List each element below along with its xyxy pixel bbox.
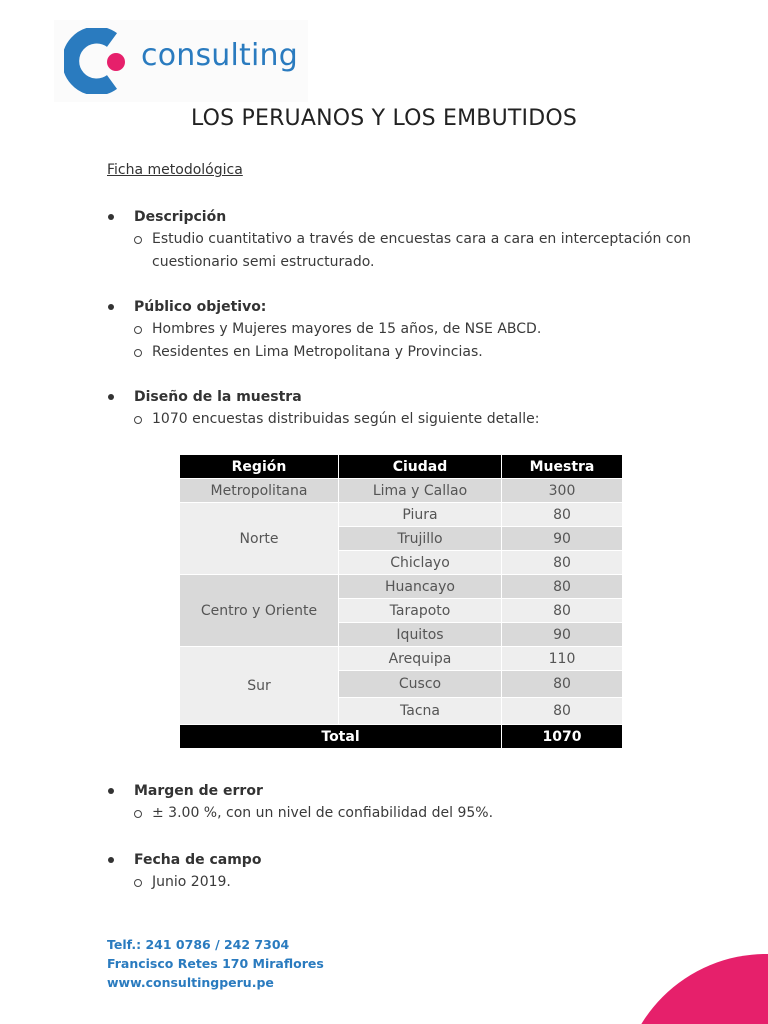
sample-cell: 80 [502, 551, 623, 575]
section-publico-objetivo [107, 296, 742, 364]
sample-table [179, 454, 623, 749]
sub-item: 1070 encuestas distribuidas según el siguiente detalle: [107, 408, 742, 431]
section-margen-error [107, 780, 742, 825]
region-cell: Sur [180, 647, 339, 725]
circle-bullet-icon [134, 416, 142, 424]
corner-decoration-shape [616, 950, 768, 1024]
sample-cell: 80 [502, 698, 623, 725]
footer-contact [107, 935, 324, 992]
section-descripcion [107, 206, 742, 274]
city-cell: Piura [339, 503, 502, 527]
bullet-icon [108, 304, 114, 310]
footer-phone: Telf.: 241 0786 / 242 7304 [107, 937, 290, 952]
bullet-heading: Descripción [107, 206, 742, 228]
circle-bullet-icon [134, 349, 142, 357]
sample-cell: 80 [502, 503, 623, 527]
city-cell: Huancayo [339, 575, 502, 599]
circle-bullet-icon [134, 879, 142, 887]
table-row [180, 503, 623, 527]
circle-bullet-icon [134, 236, 142, 244]
footer-address: Francisco Retes 170 Miraflores [107, 956, 324, 971]
header-ciudad: Ciudad [339, 455, 502, 479]
city-cell: Tacna [339, 698, 502, 725]
region-cell: Norte [180, 503, 339, 575]
footer-website[interactable]: www.consultingperu.pe [107, 975, 274, 990]
table-row [180, 575, 623, 599]
c-circle-logo-icon [64, 28, 134, 94]
table-row [180, 647, 623, 671]
circle-bullet-icon [134, 326, 142, 334]
section-subtitle: Ficha metodológica [107, 162, 243, 178]
sample-cell: 80 [502, 599, 623, 623]
sample-cell: 110 [502, 647, 623, 671]
sub-item: Residentes en Lima Metropolitana y Provincias. [107, 341, 742, 364]
header-muestra: Muestra [502, 455, 623, 479]
sample-cell: 90 [502, 623, 623, 647]
city-cell: Tarapoto [339, 599, 502, 623]
page-title: LOS PERUANOS Y LOS EMBUTIDOS [190, 106, 578, 131]
company-logo [54, 20, 308, 102]
sample-cell: 80 [502, 575, 623, 599]
section-fecha-campo [107, 849, 742, 894]
bullet-heading: Margen de error [107, 780, 742, 802]
bullet-icon [108, 788, 114, 794]
sub-item: Hombres y Mujeres mayores de 15 años, de NSE ABCD. [107, 318, 742, 341]
bullet-icon [108, 394, 114, 400]
city-cell: Lima y Callao [339, 479, 502, 503]
table-header-row [180, 455, 623, 479]
sample-cell: 300 [502, 479, 623, 503]
sample-cell: 90 [502, 527, 623, 551]
city-cell: Iquitos [339, 623, 502, 647]
bullet-heading: Público objetivo: [107, 296, 742, 318]
sub-item: Estudio cuantitativo a través de encuestas cara a cara en interceptación con cuestionario semi estructurado. [107, 228, 742, 274]
table-row [180, 479, 623, 503]
city-cell: Cusco [339, 671, 502, 698]
section-diseno-muestra [107, 386, 742, 431]
sub-item: ± 3.00 %, con un nivel de confiabilidad del 95%. [107, 802, 742, 825]
total-value: 1070 [502, 725, 623, 749]
region-cell: Centro y Oriente [180, 575, 339, 647]
logo-text: consulting [141, 38, 298, 73]
bullet-icon [108, 214, 114, 220]
sub-item: Junio 2019. [107, 871, 742, 894]
sample-cell: 80 [502, 671, 623, 698]
bullet-heading: Fecha de campo [107, 849, 742, 871]
city-cell: Trujillo [339, 527, 502, 551]
city-cell: Arequipa [339, 647, 502, 671]
total-label: Total [180, 725, 502, 749]
bullet-icon [108, 857, 114, 863]
circle-bullet-icon [134, 810, 142, 818]
city-cell: Chiclayo [339, 551, 502, 575]
table-total-row [180, 725, 623, 749]
header-region: Región [180, 455, 339, 479]
region-cell: Metropolitana [180, 479, 339, 503]
bullet-heading: Diseño de la muestra [107, 386, 742, 408]
